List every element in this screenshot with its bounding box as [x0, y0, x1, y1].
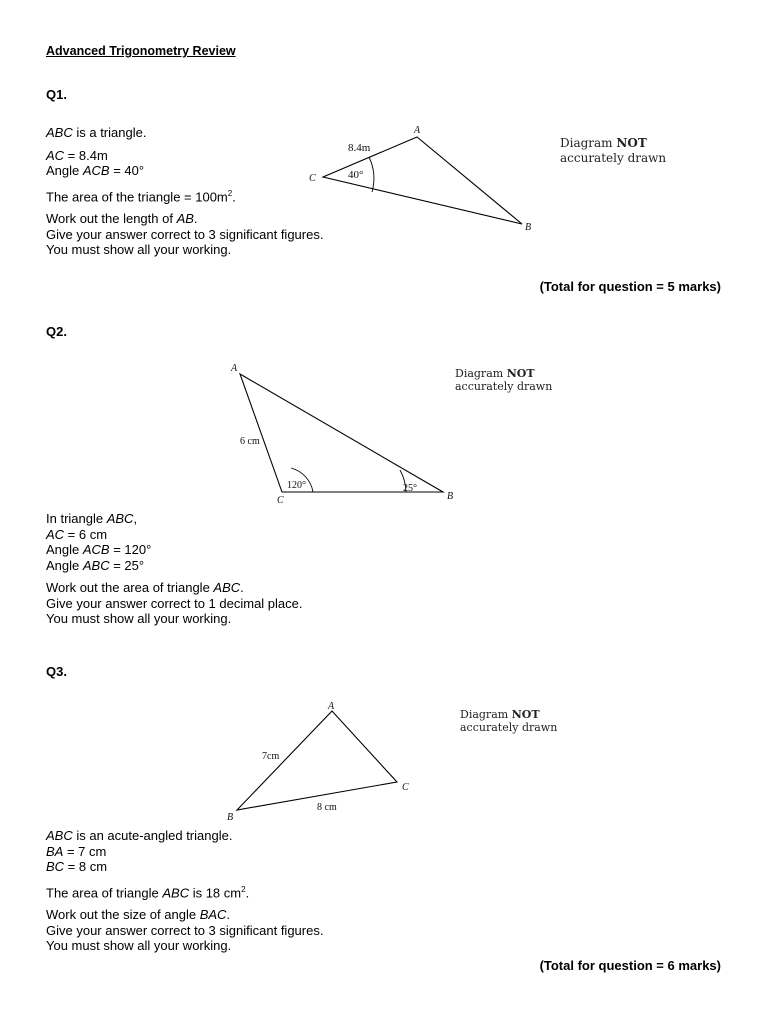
q1-total-marks: (Total for question = 5 marks) [539, 279, 721, 294]
q2-text [46, 511, 376, 627]
q2-triangle-diagram [225, 358, 465, 508]
q2-line-3: Angle ACB = 120° [46, 542, 152, 557]
q3-side-bc-label: 8 cm [317, 802, 337, 813]
q3-line-4: The area of triangle ABC is 18 $cm^2$. [46, 884, 250, 900]
q1-side-ac-label: 8.4m [348, 142, 371, 154]
page-title: Advanced Trigonometry Review [46, 44, 236, 58]
q3-diagram-note: Diagram NOT accurately drawn [460, 708, 558, 734]
q3-line-3: BC = 8 cm [46, 859, 108, 874]
q1-angle-c-label: 40° [348, 169, 364, 181]
q3-vertex-c-label: C [402, 782, 409, 793]
q3-line-6: Give your answer correct to 3 significant figures. [46, 922, 324, 938]
q2-line-4: Angle ABC = 25° [46, 557, 145, 573]
q3-heading: Q3. [46, 664, 67, 679]
q1-vertex-b-label: B [525, 222, 532, 233]
q3-vertex-a-label: A [328, 701, 335, 712]
q1-line-7: You must show all your working. [46, 242, 232, 258]
q2-line-6: Give your answer correct to 1 decimal place. [46, 595, 303, 611]
q3-vertex-b-label: B [227, 812, 234, 823]
q3-line-1: ABC is an acute-angled triangle. [46, 828, 233, 843]
q1-line-1: ABC is a triangle. [46, 125, 147, 140]
q3-triangle-diagram [220, 698, 420, 826]
q1-line-5: Work out the length of AB. [46, 211, 198, 227]
q1-triangle-diagram [300, 120, 550, 240]
q3-text [46, 828, 376, 954]
q1-line-6: Give your answer correct to 3 significant figures. [46, 226, 324, 242]
q1-line-3: Angle ACB = 40° [46, 163, 145, 178]
q2-angle-b-label: 25° [403, 483, 417, 494]
q2-line-1: In triangle ABC, [46, 511, 138, 526]
q2-vertex-a-label: A [231, 363, 238, 374]
q1-vertex-c-label: C [309, 173, 316, 184]
q3-line-5: Work out the size of angle BAC. [46, 907, 231, 923]
q2-side-ac-label: 6 cm [240, 436, 260, 447]
q2-line-7: You must show all your working. [46, 611, 232, 626]
q1-vertex-a-label: A [414, 125, 421, 136]
q2-angle-c-label: 120° [287, 480, 306, 491]
q2-line-5: Work out the area of triangle ABC. [46, 580, 244, 595]
q3-total-marks: (Total for question = 6 marks) [539, 958, 721, 973]
q1-heading: Q1. [46, 87, 67, 102]
q3-line-2: BA = 7 cm [46, 843, 107, 859]
q2-vertex-b-label: B [447, 491, 454, 502]
q1-line-4: The area of the triangle = $100m^2$. [46, 188, 236, 204]
q2-vertex-c-label: C [277, 495, 284, 506]
q1-diagram-note: Diagram NOT accurately drawn [560, 136, 667, 165]
q2-diagram-note: Diagram NOT accurately drawn [455, 367, 553, 393]
q2-heading: Q2. [46, 324, 67, 339]
q2-line-2: AC = 6 cm [46, 526, 108, 542]
q1-line-2: AC = 8.4m [46, 147, 108, 163]
q3-line-7: You must show all your working. [46, 938, 232, 954]
q3-side-ba-label: 7cm [262, 751, 280, 762]
